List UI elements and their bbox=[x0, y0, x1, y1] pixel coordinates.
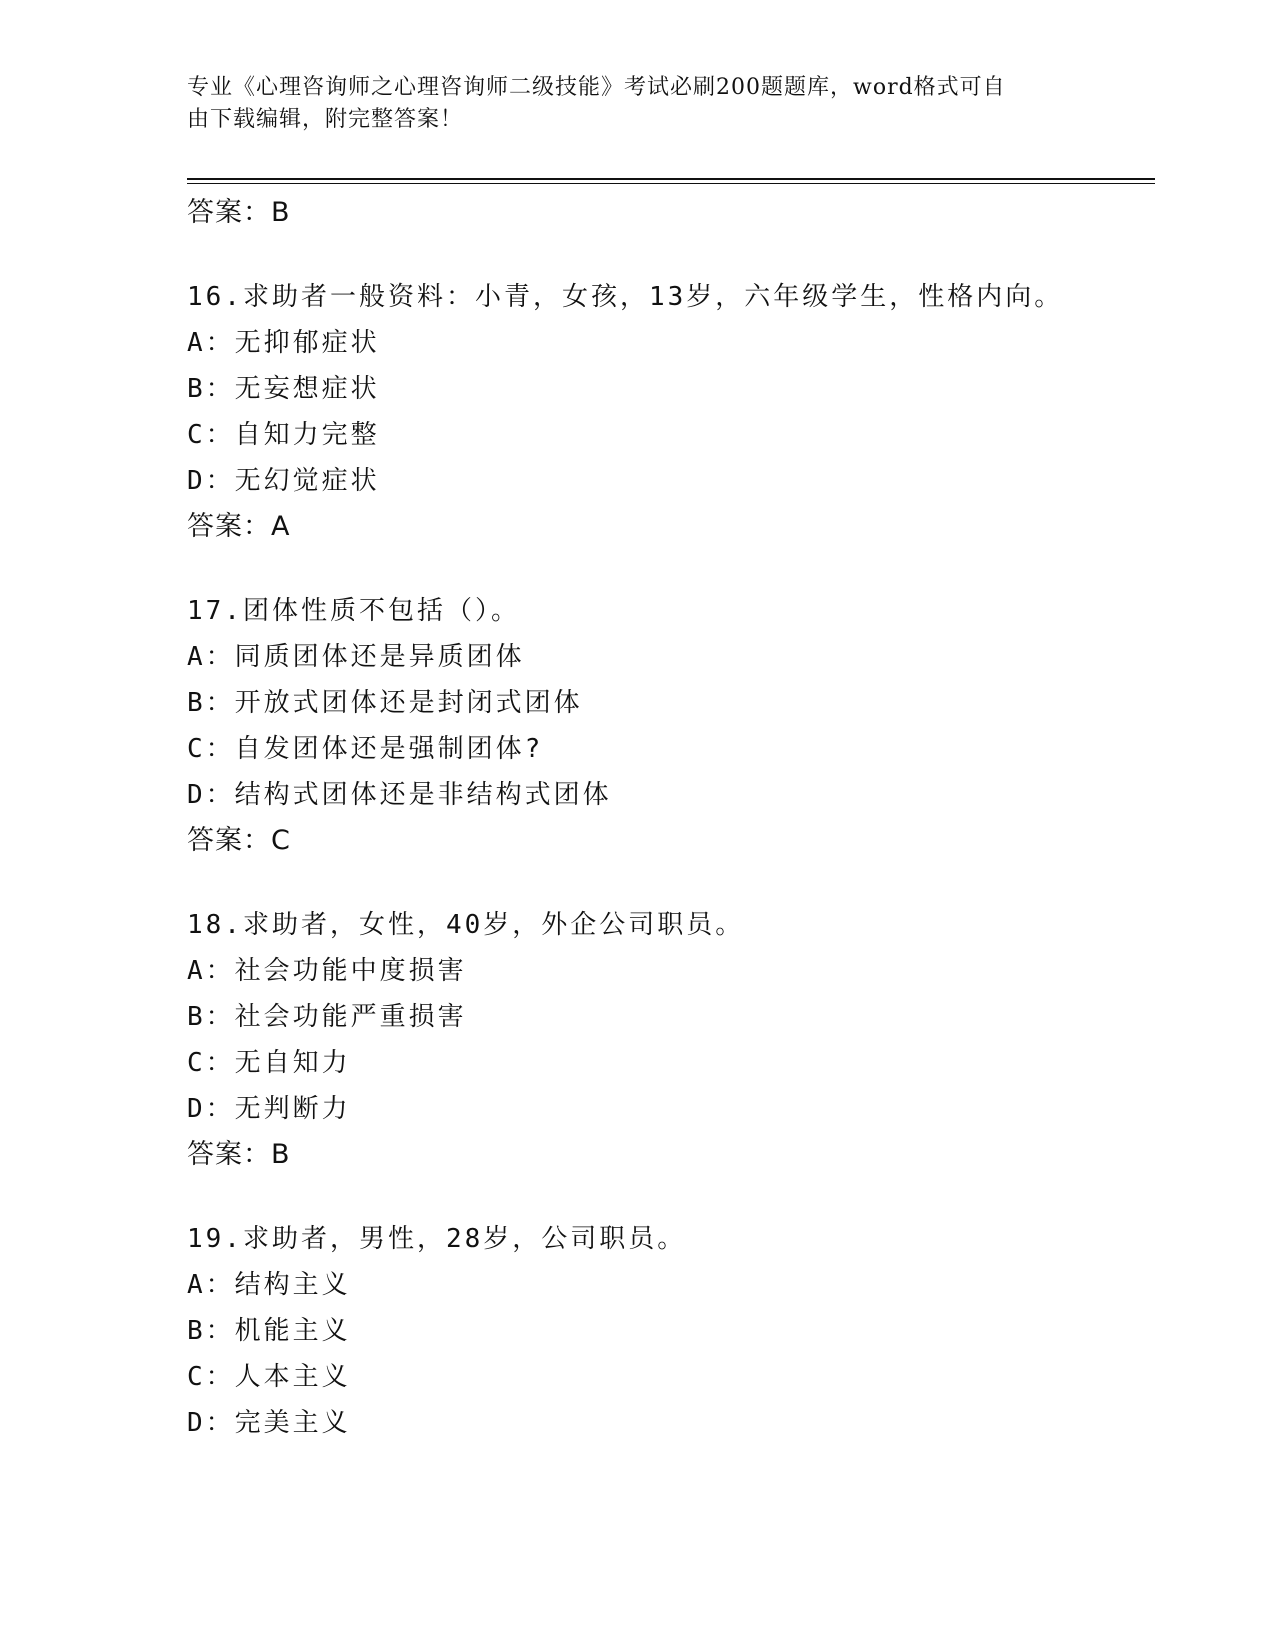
header-line-1: 专业《心理咨询师之心理咨询师二级技能》考试必刷200题题库，word格式可自 bbox=[187, 75, 1006, 100]
header-divider-thick bbox=[187, 178, 1155, 180]
option-c: C：自发团体还是强制团体? bbox=[187, 734, 544, 764]
option-b: B：无妄想症状 bbox=[187, 374, 380, 404]
option-a: A：无抑郁症状 bbox=[187, 328, 380, 358]
question-16 bbox=[187, 274, 1155, 550]
question-18 bbox=[187, 902, 1155, 1178]
option-a: A：同质团体还是异质团体 bbox=[187, 642, 525, 672]
answer-line: 答案：B bbox=[187, 197, 291, 228]
option-a: A：结构主义 bbox=[187, 1270, 351, 1300]
header-line-2: 由下载编辑，附完整答案！ bbox=[187, 107, 464, 132]
option-b: B：开放式团体还是封闭式团体 bbox=[187, 688, 583, 718]
document-header bbox=[187, 72, 1067, 136]
question-stem: 19.求助者，男性，28岁，公司职员。 bbox=[187, 1224, 687, 1254]
spacer bbox=[187, 1178, 1155, 1216]
answer-line: 答案：C bbox=[187, 825, 291, 856]
option-a: A：社会功能中度损害 bbox=[187, 956, 467, 986]
option-d: D：结构式团体还是非结构式团体 bbox=[187, 780, 612, 810]
option-b: B：社会功能严重损害 bbox=[187, 1002, 467, 1032]
answer-line: 答案：B bbox=[187, 1139, 291, 1170]
option-d: D：无幻觉症状 bbox=[187, 466, 380, 496]
question-17 bbox=[187, 588, 1155, 864]
option-c: C：自知力完整 bbox=[187, 420, 380, 450]
question-stem: 17.团体性质不包括（）。 bbox=[187, 596, 520, 626]
question-stem: 16.求助者一般资料：小青，女孩，13岁，六年级学生，性格内向。 bbox=[187, 282, 1064, 312]
spacer bbox=[187, 550, 1155, 588]
option-b: B：机能主义 bbox=[187, 1316, 351, 1346]
question-stem: 18.求助者，女性，40岁，外企公司职员。 bbox=[187, 910, 745, 940]
option-d: D：无判断力 bbox=[187, 1094, 351, 1124]
spacer bbox=[187, 236, 1155, 274]
option-d: D：完美主义 bbox=[187, 1408, 351, 1438]
option-c: C：无自知力 bbox=[187, 1048, 351, 1078]
answer-line: 答案：A bbox=[187, 511, 291, 542]
option-c: C：人本主义 bbox=[187, 1362, 351, 1392]
question-list bbox=[187, 190, 1155, 1446]
question-19 bbox=[187, 1216, 1155, 1446]
spacer bbox=[187, 864, 1155, 902]
header-divider-thin bbox=[187, 183, 1155, 184]
